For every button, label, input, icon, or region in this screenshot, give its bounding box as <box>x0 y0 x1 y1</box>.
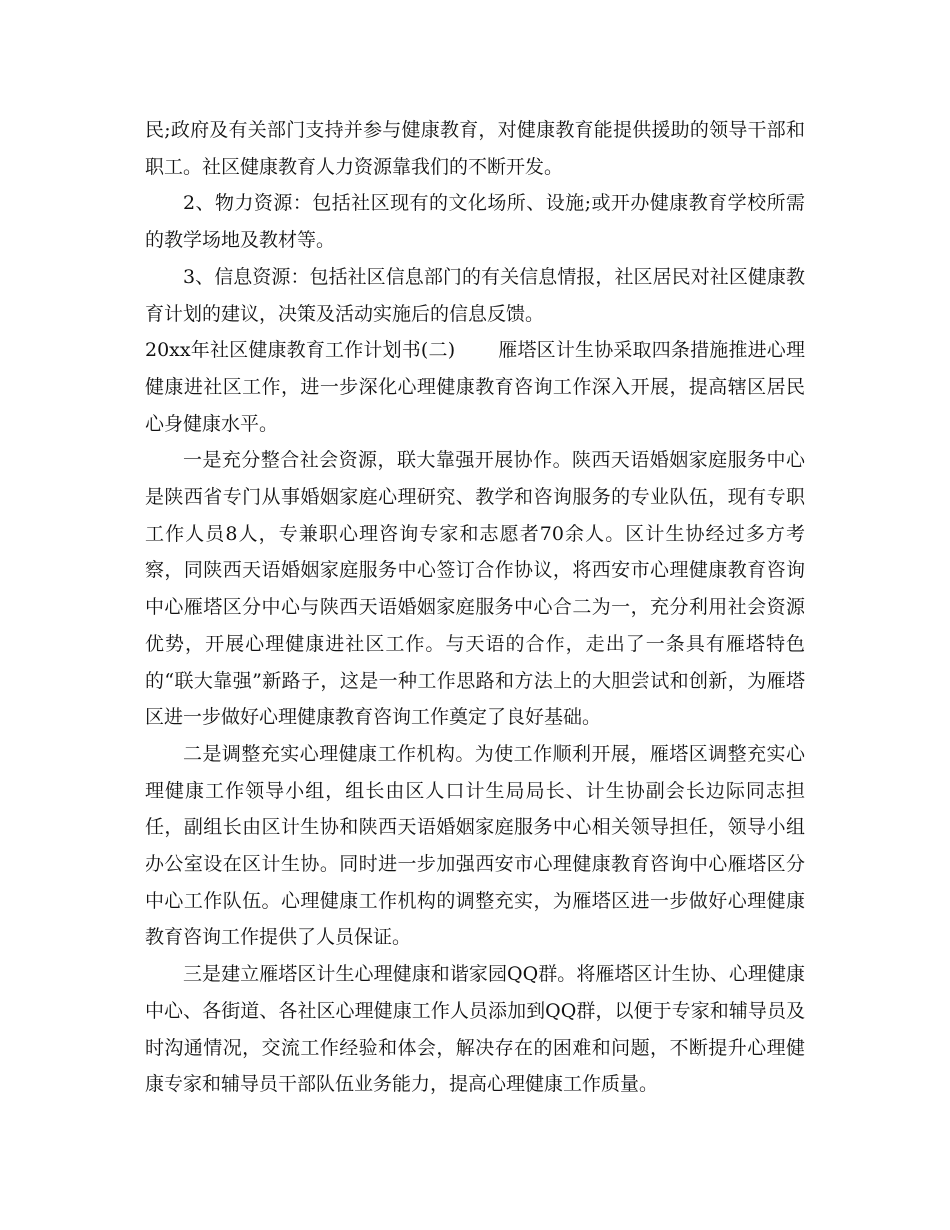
document-body <box>145 112 805 1103</box>
paragraph-measure-two: 二是调整充实心理健康工作机构。为使工作顺利开展，雁塔区调整充实心理健康工作领导小组，组长由区人口计生局局长、计生协副会长边际同志担任，副组长由区计生协和陕西天语婚姻家庭服务中心相关领导担任，领导小组办公室设在区计生协。同时进一步加强西安市心理健康教育咨询中心雁塔区分中心工作队伍。心理健康工作机构的调整充实，为雁塔区进一步做好心理健康教育咨询工作提供了人员保证。 <box>145 742 805 949</box>
paragraph-measure-three: 三是建立雁塔区计生心理健康和谐家园QQ群。将雁塔区计生协、心理健康中心、各街道、各社区心理健康工作人员添加到QQ群，以便于专家和辅导员及时沟通情况，交流工作经验和体会，解决存在的困难和问题，不断提升心理健康专家和辅导员干部队伍业务能力，提高心理健康工作质量。 <box>145 963 805 1096</box>
paragraph-human-resources-continuation: 民;政府及有关部门支持并参与健康教育，对健康教育能提供援助的领导干部和职工。社区健康教育人力资源靠我们的不断开发。 <box>145 119 805 178</box>
section-heading: 20xx年社区健康教育工作计划书(二) <box>145 339 456 362</box>
paragraph-information-resources: 3、信息资源：包括社区信息部门的有关信息情报，社区居民对社区健康教育计划的建议，决策及活动实施后的信息反馈。 <box>145 265 805 325</box>
paragraph-plan-intro <box>145 332 805 442</box>
plan-intro-text: 雁塔区计生协采取四条措施推进心理健康进社区工作，进一步深化心理健康教育咨询工作深入开展，提高辖区居民心身健康水平。 <box>145 339 805 435</box>
paragraph-measure-one: 一是充分整合社会资源，联大靠强开展协作。陕西天语婚姻家庭服务中心是陕西省专门从事婚姻家庭心理研究、教学和咨询服务的专业队伍，现有专职工作人员8人，专兼职心理咨询专家和志愿者70余人。区计生协经过多方考察，同陕西天语婚姻家庭服务中心签订合作协议，将西安市心理健康教育咨询中心雁塔区分中心与陕西天语婚姻家庭服务中心合二为一，充分利用社会资源优势，开展心理健康进社区工作。与天语的合作，走出了一条具有雁塔特色的“联大靠强”新路子，这是一种工作思路和方法上的大胆尝试和创新，为雁塔区进一步做好心理健康教育咨询工作奠定了良好基础。 <box>145 449 805 729</box>
paragraph-material-resources: 2、物力资源：包括社区现有的文化场所、设施;或开办健康教育学校所需的教学场地及教材等。 <box>145 192 805 252</box>
